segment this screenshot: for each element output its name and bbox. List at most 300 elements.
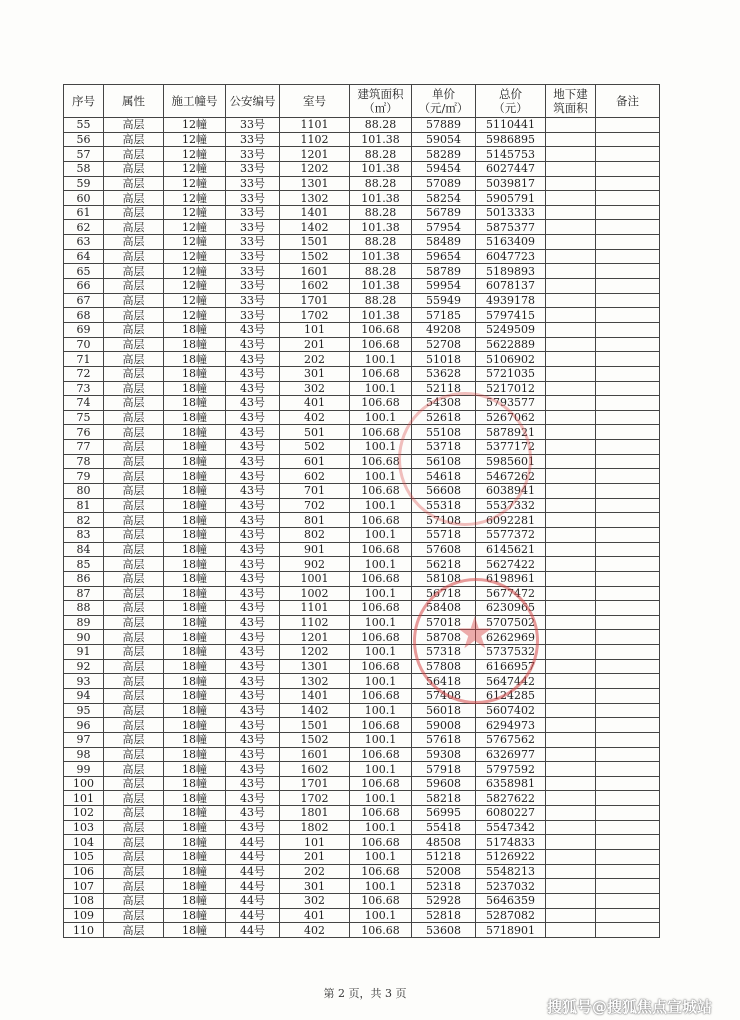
col-total-price-cell: 4939178: [476, 293, 546, 308]
table-row: [64, 469, 660, 484]
col-room-cell: 1402: [280, 220, 350, 235]
col-basement-area-cell: [546, 352, 596, 367]
col-type-cell: 高层: [104, 381, 164, 396]
col-type-cell: 高层: [104, 908, 164, 923]
col-total-price-cell: 6294973: [476, 718, 546, 733]
col-room-cell: 501: [280, 425, 350, 440]
col-building-cell: 18幢: [164, 864, 226, 879]
col-unit-price-header: [412, 85, 476, 118]
col-building-cell: 18幢: [164, 601, 226, 616]
col-basement-area-cell: [546, 425, 596, 440]
col-police-no-cell: 43号: [226, 718, 280, 733]
col-basement-area-cell: [546, 879, 596, 894]
col-unit-price-cell: 56418: [412, 674, 476, 689]
col-type-cell: 高层: [104, 688, 164, 703]
col-building-cell: 18幢: [164, 571, 226, 586]
col-area-cell: 106.68: [350, 366, 412, 381]
col-police-no-cell: 43号: [226, 776, 280, 791]
col-total-price-cell: 5721035: [476, 366, 546, 381]
col-room-cell: 1501: [280, 718, 350, 733]
col-area-cell: 100.1: [350, 703, 412, 718]
header-label: 室号: [303, 94, 326, 108]
col-police-no-cell: 44号: [226, 879, 280, 894]
col-room-cell: 202: [280, 352, 350, 367]
col-building-cell: 18幢: [164, 703, 226, 718]
col-building-cell: 18幢: [164, 850, 226, 865]
table-row: [64, 176, 660, 191]
col-area-cell: 106.68: [350, 542, 412, 557]
col-remarks-cell: [596, 732, 660, 747]
col-seq-cell: 85: [64, 557, 104, 572]
col-basement-area-cell: [546, 513, 596, 528]
col-seq-cell: 73: [64, 381, 104, 396]
col-building-cell: 18幢: [164, 469, 226, 484]
col-area-cell: 88.28: [350, 176, 412, 191]
col-total-price-cell: 5737532: [476, 645, 546, 660]
col-building-cell: 12幢: [164, 249, 226, 264]
col-area-cell: 100.1: [350, 527, 412, 542]
table-row: [64, 820, 660, 835]
col-police-no-cell: 33号: [226, 235, 280, 250]
col-area-cell: 100.1: [350, 557, 412, 572]
col-room-cell: 701: [280, 484, 350, 499]
col-room-cell: 1702: [280, 308, 350, 323]
col-area-cell: 100.1: [350, 498, 412, 513]
col-room-cell: 1602: [280, 279, 350, 294]
table-row: [64, 322, 660, 337]
table-row: [64, 249, 660, 264]
col-police-no-cell: 43号: [226, 440, 280, 455]
table-row: [64, 791, 660, 806]
col-type-cell: 高层: [104, 308, 164, 323]
col-remarks-cell: [596, 337, 660, 352]
col-type-cell: 高层: [104, 396, 164, 411]
col-type-cell: 高层: [104, 835, 164, 850]
table-row: [64, 220, 660, 235]
col-type-cell: 高层: [104, 923, 164, 938]
col-building-cell: 12幢: [164, 308, 226, 323]
col-area-cell: 101.38: [350, 220, 412, 235]
col-basement-area-cell: [546, 659, 596, 674]
col-room-cell: 101: [280, 322, 350, 337]
header-label: （㎡）: [363, 101, 398, 115]
col-room-cell: 802: [280, 527, 350, 542]
col-building-cell: 18幢: [164, 396, 226, 411]
col-total-price-cell: 5106902: [476, 352, 546, 367]
col-basement-area-cell: [546, 776, 596, 791]
col-unit-price-cell: 58289: [412, 147, 476, 162]
col-area-cell: 100.1: [350, 791, 412, 806]
col-seq-cell: 65: [64, 264, 104, 279]
table-row: [64, 747, 660, 762]
col-total-price-cell: 6230965: [476, 601, 546, 616]
col-remarks-cell: [596, 440, 660, 455]
col-remarks-cell: [596, 864, 660, 879]
col-police-no-cell: 33号: [226, 293, 280, 308]
col-remarks-cell: [596, 850, 660, 865]
col-type-cell: 高层: [104, 879, 164, 894]
col-unit-price-cell: 55418: [412, 820, 476, 835]
col-room-cell: 902: [280, 557, 350, 572]
table-row: [64, 893, 660, 908]
col-room-cell: 1701: [280, 293, 350, 308]
col-building-cell: 12幢: [164, 176, 226, 191]
col-unit-price-cell: 52928: [412, 893, 476, 908]
col-room-cell: 1101: [280, 601, 350, 616]
col-building-cell: 18幢: [164, 586, 226, 601]
col-total-price-cell: 5767562: [476, 732, 546, 747]
col-type-cell: 高层: [104, 762, 164, 777]
table-row: [64, 191, 660, 206]
col-basement-area-cell: [546, 454, 596, 469]
col-room-cell: 202: [280, 864, 350, 879]
col-total-price-cell: 5163409: [476, 235, 546, 250]
col-total-price-cell: 5718901: [476, 923, 546, 938]
col-area-cell: 106.68: [350, 571, 412, 586]
col-building-cell: 18幢: [164, 454, 226, 469]
col-unit-price-cell: 59454: [412, 161, 476, 176]
col-area-cell: 106.68: [350, 484, 412, 499]
col-type-cell: 高层: [104, 440, 164, 455]
col-police-no-cell: 44号: [226, 923, 280, 938]
col-basement-area-cell: [546, 923, 596, 938]
col-area-cell: 106.68: [350, 776, 412, 791]
col-building-cell: 12幢: [164, 279, 226, 294]
col-area-cell: 106.68: [350, 454, 412, 469]
col-room-cell: 1401: [280, 205, 350, 220]
col-total-price-cell: 5548213: [476, 864, 546, 879]
col-type-cell: 高层: [104, 264, 164, 279]
col-total-price-cell: 6166957: [476, 659, 546, 674]
col-building-cell: 18幢: [164, 893, 226, 908]
col-police-no-cell: 43号: [226, 674, 280, 689]
col-remarks-cell: [596, 249, 660, 264]
col-seq-cell: 72: [64, 366, 104, 381]
col-police-no-cell: 43号: [226, 806, 280, 821]
col-unit-price-cell: 57108: [412, 513, 476, 528]
col-type-cell: 高层: [104, 498, 164, 513]
col-basement-area-cell: [546, 381, 596, 396]
col-type-cell: 高层: [104, 776, 164, 791]
col-police-no-cell: 43号: [226, 791, 280, 806]
table-row: [64, 674, 660, 689]
col-basement-area-cell: [546, 191, 596, 206]
col-area-cell: 88.28: [350, 264, 412, 279]
col-type-cell: 高层: [104, 118, 164, 133]
col-unit-price-cell: 52708: [412, 337, 476, 352]
col-police-no-cell: 43号: [226, 601, 280, 616]
col-room-cell: 901: [280, 542, 350, 557]
table-row: [64, 557, 660, 572]
col-remarks-cell: [596, 908, 660, 923]
col-seq-cell: 91: [64, 645, 104, 660]
table-row: [64, 118, 660, 133]
col-remarks-cell: [596, 527, 660, 542]
col-seq-cell: 70: [64, 337, 104, 352]
col-building-cell: 18幢: [164, 381, 226, 396]
col-area-cell: 100.1: [350, 732, 412, 747]
table-row: [64, 659, 660, 674]
col-seq-cell: 86: [64, 571, 104, 586]
col-building-cell: 12幢: [164, 205, 226, 220]
col-seq-cell: 95: [64, 703, 104, 718]
col-police-no-cell: 43号: [226, 352, 280, 367]
table-row: [64, 308, 660, 323]
table-row: [64, 864, 660, 879]
col-police-no-cell: 43号: [226, 513, 280, 528]
table-header-row: [64, 85, 660, 118]
table-row: [64, 454, 660, 469]
col-unit-price-cell: 59008: [412, 718, 476, 733]
col-unit-price-cell: 54308: [412, 396, 476, 411]
col-basement-area-cell: [546, 703, 596, 718]
col-type-cell: 高层: [104, 366, 164, 381]
col-type-cell: 高层: [104, 147, 164, 162]
col-building-cell: 18幢: [164, 542, 226, 557]
col-building-cell: 18幢: [164, 718, 226, 733]
col-seq-cell: 75: [64, 410, 104, 425]
col-unit-price-cell: 57318: [412, 645, 476, 660]
col-unit-price-cell: 53608: [412, 923, 476, 938]
col-remarks-header: [596, 85, 660, 118]
col-remarks-cell: [596, 352, 660, 367]
col-seq-cell: 58: [64, 161, 104, 176]
col-area-cell: 101.38: [350, 191, 412, 206]
col-basement-area-cell: [546, 440, 596, 455]
table-row: [64, 440, 660, 455]
col-total-price-cell: 6358981: [476, 776, 546, 791]
col-unit-price-cell: 48508: [412, 835, 476, 850]
col-total-price-cell: 5174833: [476, 835, 546, 850]
col-type-cell: 高层: [104, 205, 164, 220]
table-row: [64, 850, 660, 865]
col-type-cell: 高层: [104, 469, 164, 484]
col-area-cell: 100.1: [350, 352, 412, 367]
col-police-no-cell: 43号: [226, 630, 280, 645]
table-row: [64, 542, 660, 557]
col-unit-price-cell: 52618: [412, 410, 476, 425]
col-unit-price-cell: 59054: [412, 132, 476, 147]
col-basement-area-cell: [546, 220, 596, 235]
col-type-cell: 高层: [104, 220, 164, 235]
col-room-cell: 402: [280, 923, 350, 938]
col-basement-area-cell: [546, 615, 596, 630]
col-area-cell: 106.68: [350, 396, 412, 411]
col-unit-price-cell: 55108: [412, 425, 476, 440]
col-seq-cell: 102: [64, 806, 104, 821]
col-total-price-cell: 6027447: [476, 161, 546, 176]
col-seq-cell: 106: [64, 864, 104, 879]
col-seq-header: [64, 85, 104, 118]
col-area-cell: 106.68: [350, 806, 412, 821]
col-seq-cell: 67: [64, 293, 104, 308]
col-type-cell: 高层: [104, 820, 164, 835]
col-type-cell: 高层: [104, 293, 164, 308]
col-room-cell: 401: [280, 908, 350, 923]
table-row: [64, 806, 660, 821]
col-unit-price-cell: 53628: [412, 366, 476, 381]
col-remarks-cell: [596, 118, 660, 133]
header-label: 公安编号: [229, 94, 276, 108]
col-police-no-cell: 43号: [226, 732, 280, 747]
col-basement-area-cell: [546, 747, 596, 762]
col-room-cell: 1202: [280, 161, 350, 176]
col-area-cell: 106.68: [350, 601, 412, 616]
col-police-no-cell: 33号: [226, 132, 280, 147]
col-basement-area-cell: [546, 235, 596, 250]
col-police-no-cell: 33号: [226, 191, 280, 206]
col-type-cell: 高层: [104, 571, 164, 586]
col-police-no-cell: 43号: [226, 542, 280, 557]
col-type-cell: 高层: [104, 791, 164, 806]
col-seq-cell: 97: [64, 732, 104, 747]
col-police-no-cell: 33号: [226, 308, 280, 323]
col-unit-price-cell: 57408: [412, 688, 476, 703]
col-room-cell: 1101: [280, 118, 350, 133]
col-area-cell: 100.1: [350, 469, 412, 484]
col-seq-cell: 55: [64, 118, 104, 133]
col-basement-area-cell: [546, 527, 596, 542]
col-police-no-header: [226, 85, 280, 118]
col-unit-price-cell: 55949: [412, 293, 476, 308]
col-seq-cell: 92: [64, 659, 104, 674]
col-building-cell: 18幢: [164, 762, 226, 777]
col-total-price-cell: 6080227: [476, 806, 546, 821]
col-police-no-cell: 43号: [226, 498, 280, 513]
col-remarks-cell: [596, 322, 660, 337]
col-basement-area-cell: [546, 820, 596, 835]
col-police-no-cell: 44号: [226, 835, 280, 850]
col-type-cell: 高层: [104, 557, 164, 572]
col-police-no-cell: 43号: [226, 688, 280, 703]
col-unit-price-cell: 59608: [412, 776, 476, 791]
col-seq-cell: 77: [64, 440, 104, 455]
col-area-cell: 100.1: [350, 820, 412, 835]
col-building-cell: 18幢: [164, 688, 226, 703]
col-total-price-cell: 6124285: [476, 688, 546, 703]
table-row: [64, 835, 660, 850]
col-police-no-cell: 43号: [226, 410, 280, 425]
col-type-cell: 高层: [104, 645, 164, 660]
col-building-cell: 18幢: [164, 630, 226, 645]
col-building-cell: 18幢: [164, 879, 226, 894]
col-room-cell: 1601: [280, 747, 350, 762]
col-remarks-cell: [596, 703, 660, 718]
col-type-cell: 高层: [104, 191, 164, 206]
col-area-cell: 106.68: [350, 659, 412, 674]
col-police-no-cell: 44号: [226, 864, 280, 879]
col-remarks-cell: [596, 161, 660, 176]
col-basement-area-cell: [546, 484, 596, 499]
col-room-cell: 1201: [280, 630, 350, 645]
col-room-header: [280, 85, 350, 118]
col-area-cell: 106.68: [350, 835, 412, 850]
col-remarks-cell: [596, 498, 660, 513]
col-remarks-cell: [596, 820, 660, 835]
col-room-cell: 602: [280, 469, 350, 484]
header-label: （元）: [493, 101, 528, 115]
col-unit-price-cell: 58789: [412, 264, 476, 279]
col-total-price-cell: 5145753: [476, 147, 546, 162]
col-seq-cell: 99: [64, 762, 104, 777]
col-type-cell: 高层: [104, 747, 164, 762]
col-area-cell: 106.68: [350, 322, 412, 337]
col-area-cell: 88.28: [350, 147, 412, 162]
col-basement-area-cell: [546, 337, 596, 352]
col-basement-area-cell: [546, 835, 596, 850]
col-basement-area-cell: [546, 249, 596, 264]
col-room-cell: 401: [280, 396, 350, 411]
col-unit-price-cell: 58408: [412, 601, 476, 616]
col-area-cell: 106.68: [350, 688, 412, 703]
col-remarks-cell: [596, 396, 660, 411]
header-label: 属性: [122, 94, 145, 108]
col-room-cell: 1302: [280, 674, 350, 689]
col-building-cell: 18幢: [164, 776, 226, 791]
col-remarks-cell: [596, 191, 660, 206]
table-row: [64, 396, 660, 411]
col-type-cell: 高层: [104, 732, 164, 747]
col-basement-area-cell: [546, 293, 596, 308]
col-remarks-cell: [596, 176, 660, 191]
col-seq-cell: 109: [64, 908, 104, 923]
col-unit-price-cell: 56108: [412, 454, 476, 469]
col-building-cell: 18幢: [164, 337, 226, 352]
col-total-price-cell: 5793577: [476, 396, 546, 411]
col-unit-price-cell: 57808: [412, 659, 476, 674]
col-area-header: [350, 85, 412, 118]
col-seq-cell: 107: [64, 879, 104, 894]
col-total-price-cell: 5622889: [476, 337, 546, 352]
col-remarks-cell: [596, 132, 660, 147]
col-room-cell: 502: [280, 440, 350, 455]
col-total-price-cell: 5547342: [476, 820, 546, 835]
col-total-price-cell: 5985601: [476, 454, 546, 469]
col-police-no-cell: 44号: [226, 908, 280, 923]
col-police-no-cell: 43号: [226, 571, 280, 586]
table-row: [64, 264, 660, 279]
col-police-no-cell: 43号: [226, 747, 280, 762]
table-row: [64, 293, 660, 308]
col-unit-price-cell: 54618: [412, 469, 476, 484]
col-room-cell: 1601: [280, 264, 350, 279]
col-area-cell: 101.38: [350, 279, 412, 294]
col-room-cell: 302: [280, 893, 350, 908]
col-remarks-cell: [596, 806, 660, 821]
col-remarks-cell: [596, 264, 660, 279]
col-unit-price-cell: 52118: [412, 381, 476, 396]
col-remarks-cell: [596, 454, 660, 469]
table-row: [64, 615, 660, 630]
table-row: [64, 908, 660, 923]
col-room-cell: 302: [280, 381, 350, 396]
col-seq-cell: 89: [64, 615, 104, 630]
col-type-cell: 高层: [104, 513, 164, 528]
col-basement-area-cell: [546, 396, 596, 411]
col-total-price-cell: 5797415: [476, 308, 546, 323]
col-building-cell: 18幢: [164, 674, 226, 689]
col-basement-area-cell: [546, 908, 596, 923]
table-row: [64, 410, 660, 425]
col-building-header: [164, 85, 226, 118]
col-total-price-cell: 6078137: [476, 279, 546, 294]
col-total-price-cell: 5677472: [476, 586, 546, 601]
col-remarks-cell: [596, 776, 660, 791]
col-basement-area-cell: [546, 410, 596, 425]
col-basement-area-cell: [546, 674, 596, 689]
col-basement-area-cell: [546, 147, 596, 162]
col-police-no-cell: 43号: [226, 396, 280, 411]
